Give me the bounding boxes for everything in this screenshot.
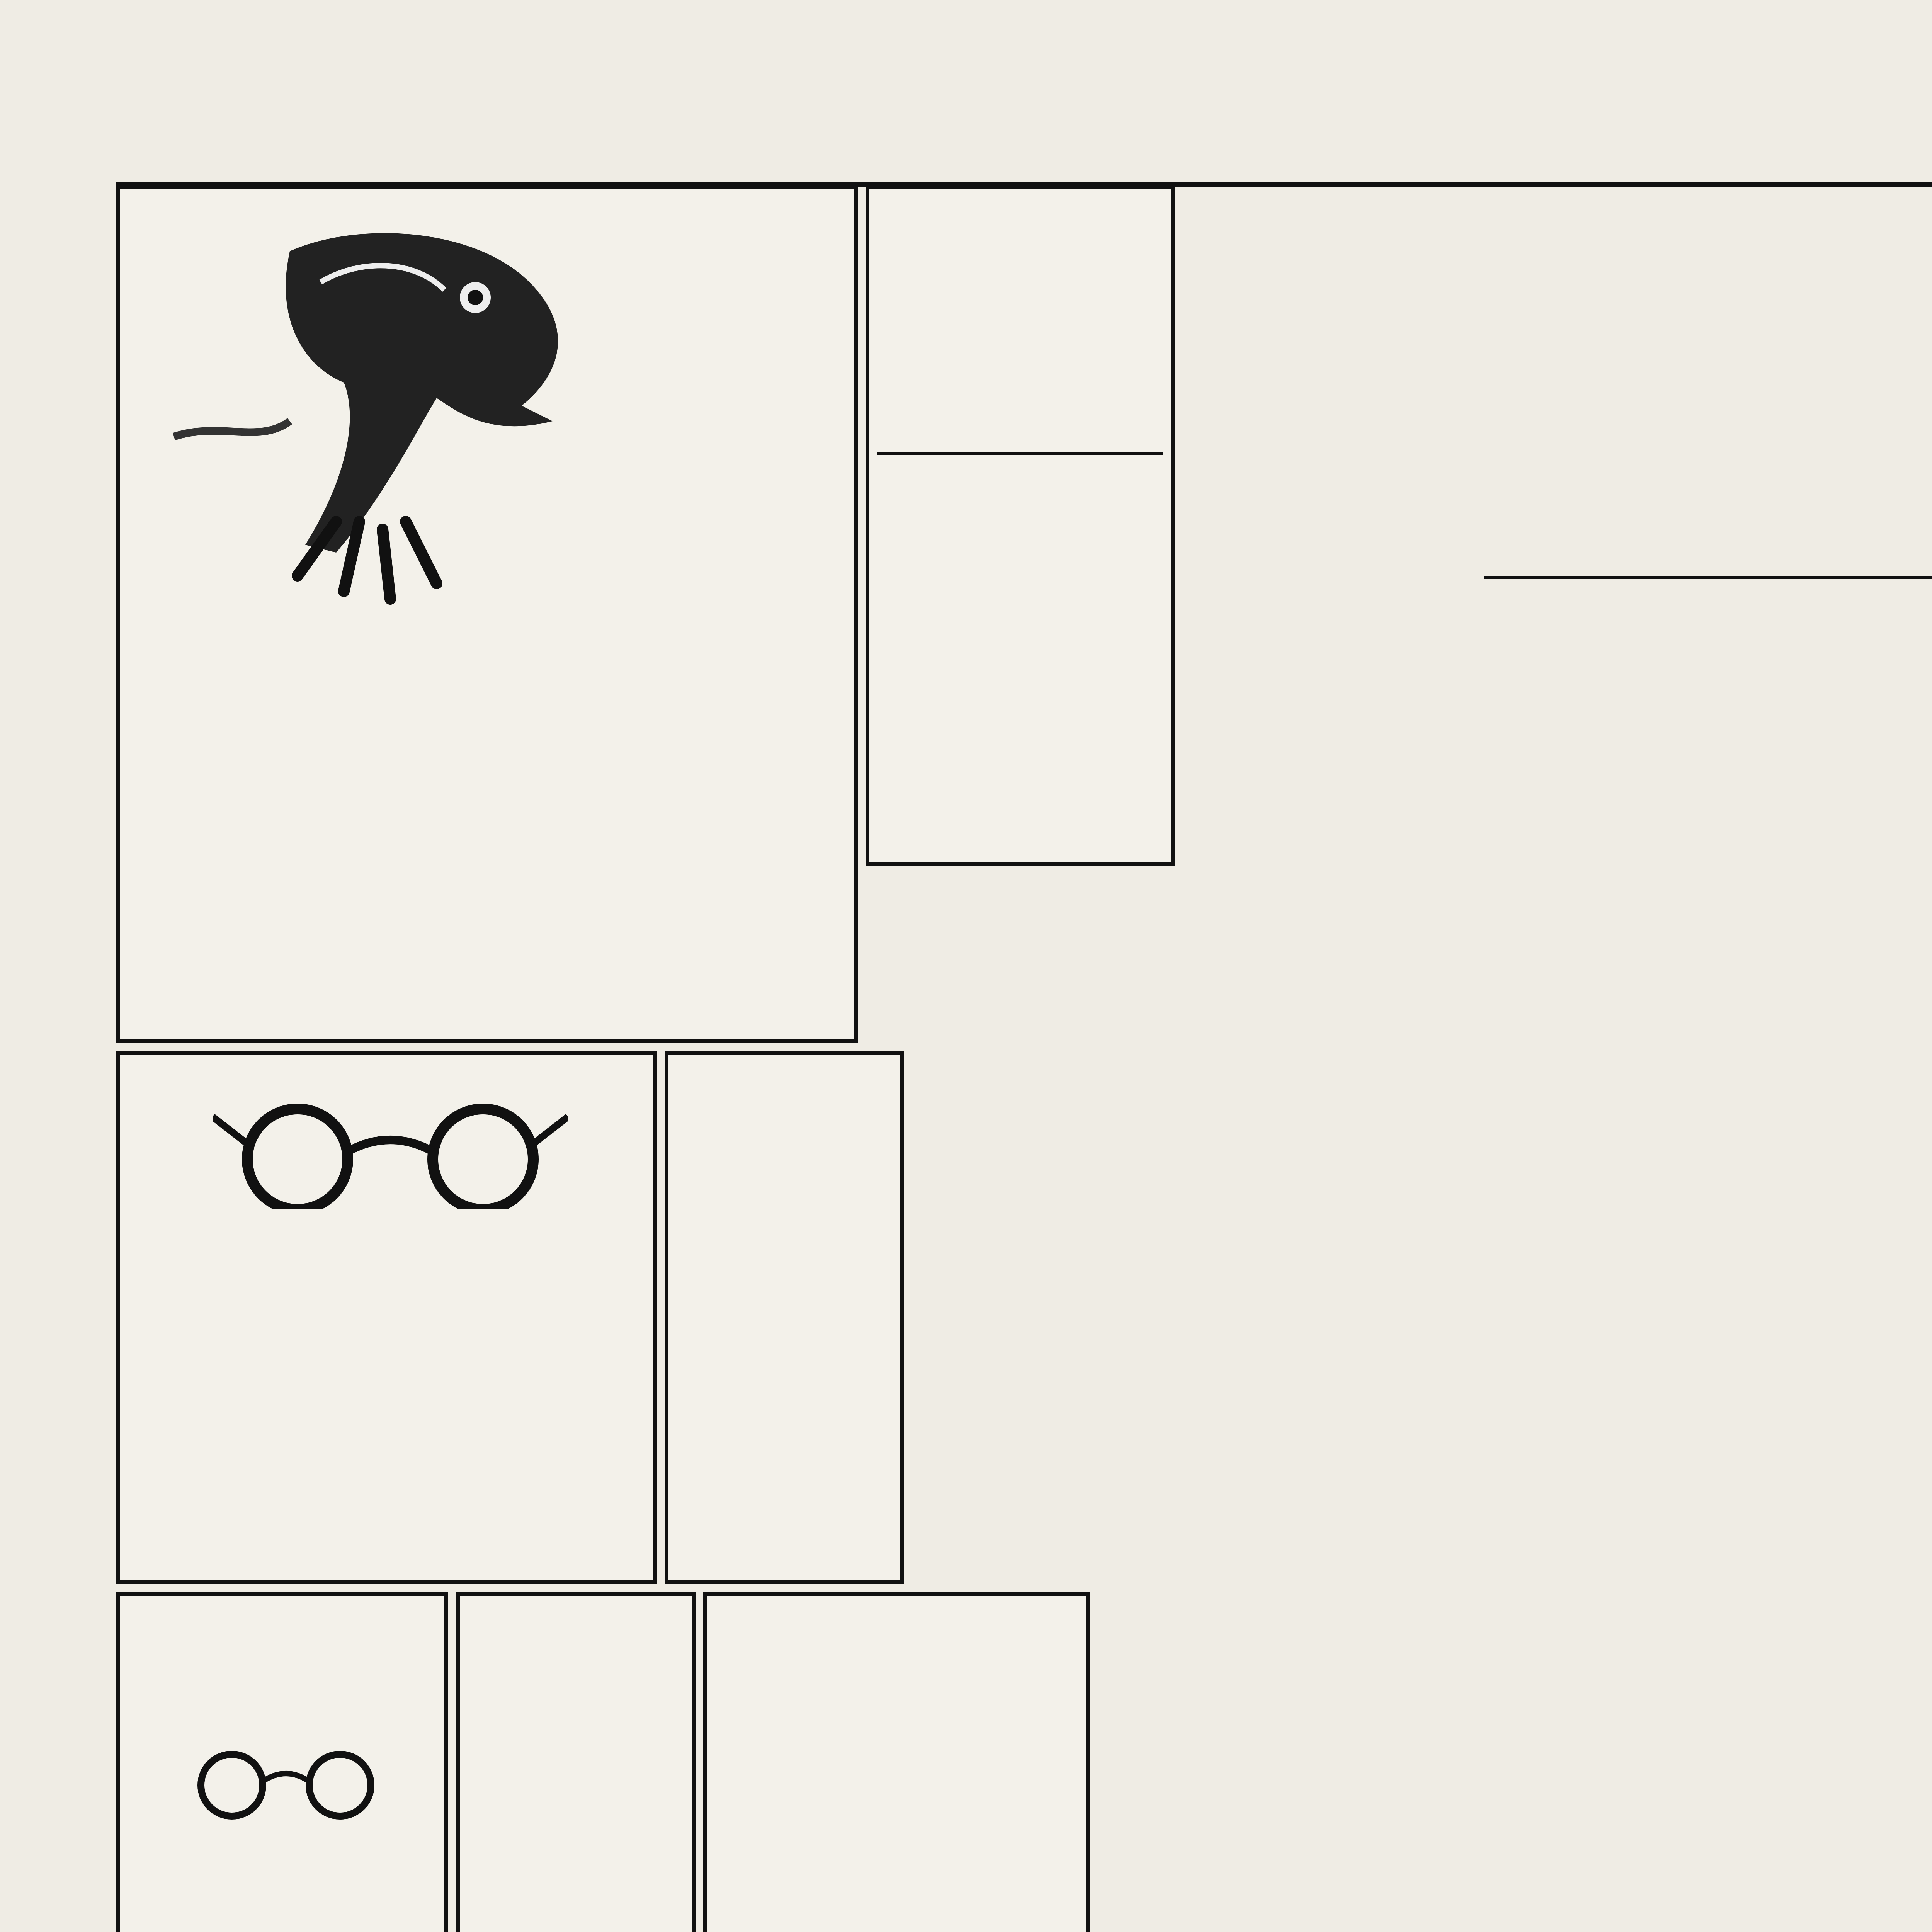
article-body: [1182, 209, 1391, 846]
article-lui-banquet: [1484, 185, 1932, 572]
article-body: [1484, 591, 1716, 1233]
article-body: [1097, 1623, 1932, 1932]
sun-ah-body: [885, 468, 1155, 838]
sun-ah-hotel-ad: [866, 185, 1175, 866]
article-dutch-queen: [1801, 580, 1932, 1206]
masthead: [128, 112, 1932, 189]
article-kmt-banquet: [719, 866, 1105, 1584]
eyeglasses-icon: [178, 1743, 394, 1820]
chow-optometrist-ad: [116, 1592, 448, 1932]
article-living-index: [1484, 580, 1793, 1244]
article-kmt-officers-list: [1097, 1615, 1932, 1932]
article-body: [1801, 595, 1932, 1136]
article-body: [920, 1097, 1020, 1580]
article-body: [1484, 209, 1932, 549]
eagle-illustration: [143, 205, 638, 630]
article-married-soldiers: [1182, 185, 1476, 866]
barrington-ad: [703, 1592, 1090, 1932]
coal-ad: [456, 1592, 696, 1932]
